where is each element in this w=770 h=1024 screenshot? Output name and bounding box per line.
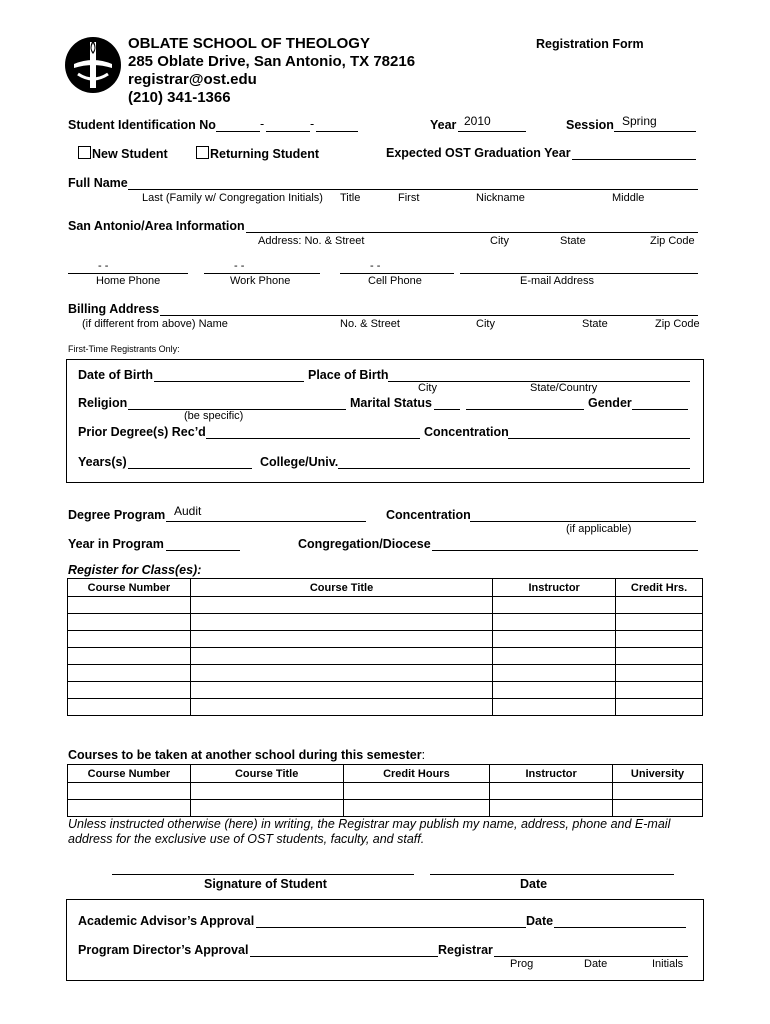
student-id-field-1[interactable] bbox=[216, 131, 260, 132]
first-time-note: First-Time Registrants Only: bbox=[68, 344, 180, 354]
pob-label: Place of Birth bbox=[308, 368, 389, 382]
table-row[interactable] bbox=[68, 631, 703, 648]
signature-label: Signature of Student bbox=[204, 877, 327, 891]
cell-phone-field[interactable] bbox=[340, 273, 454, 274]
dob-field[interactable] bbox=[154, 381, 304, 382]
school-name: OBLATE SCHOOL OF THEOLOGY bbox=[128, 35, 370, 52]
area-sub-zip: Zip Code bbox=[650, 235, 695, 247]
signature-date-label: Date bbox=[520, 877, 548, 891]
graduation-year-field[interactable] bbox=[572, 159, 696, 160]
marital-label: Marital Status bbox=[350, 396, 432, 410]
session-label: Session bbox=[566, 118, 614, 132]
prior-degree-label: Prior Degree(s) Rec’d bbox=[78, 425, 206, 439]
oblate-cross-logo-icon bbox=[64, 34, 122, 96]
director-approval-field[interactable] bbox=[250, 956, 438, 957]
col-course-number: Course Number bbox=[68, 579, 191, 597]
pob-sub-city: City bbox=[418, 382, 437, 394]
session-value: Spring bbox=[622, 114, 657, 128]
ft-concentration-label: Concentration bbox=[424, 425, 509, 439]
billing-sub-name: (if different from above) Name bbox=[82, 318, 228, 330]
pob-sub-state: State/Country bbox=[530, 382, 598, 394]
gender-field[interactable] bbox=[632, 409, 688, 410]
work-phone-field[interactable] bbox=[204, 273, 320, 274]
table-row[interactable] bbox=[68, 597, 703, 614]
register-header-row bbox=[68, 579, 703, 597]
billing-label: Billing Address bbox=[68, 302, 160, 316]
other-header-row bbox=[68, 765, 703, 783]
returning-student-option[interactable]: Returning Student bbox=[196, 146, 319, 161]
table-row[interactable] bbox=[68, 614, 703, 631]
full-name-sub-title: Title bbox=[340, 192, 361, 204]
new-student-checkbox[interactable] bbox=[78, 146, 91, 159]
area-info-label: San Antonio/Area Information bbox=[68, 219, 245, 233]
student-signature-field[interactable] bbox=[112, 874, 414, 875]
table-row[interactable] bbox=[68, 665, 703, 682]
dob-label: Date of Birth bbox=[78, 368, 153, 382]
degree-program-label: Degree Program bbox=[68, 508, 166, 522]
prior-degree-field[interactable] bbox=[206, 438, 420, 439]
year-in-program-field[interactable] bbox=[166, 550, 240, 551]
new-student-option[interactable]: New Student bbox=[78, 146, 168, 161]
concentration-field[interactable] bbox=[470, 521, 696, 522]
signature-date-field[interactable] bbox=[430, 874, 674, 875]
advisor-approval-field[interactable] bbox=[256, 927, 526, 928]
full-name-sub-nickname: Nickname bbox=[476, 192, 525, 204]
registrar-label: Registrar bbox=[438, 943, 493, 957]
year-label: Year bbox=[430, 118, 457, 132]
advisor-approval-label: Academic Advisor’s Approval bbox=[78, 914, 255, 928]
full-name-label: Full Name bbox=[68, 176, 128, 190]
advisor-date-field[interactable] bbox=[554, 927, 686, 928]
other-school-table bbox=[67, 764, 703, 817]
ft-concentration-field[interactable] bbox=[508, 438, 690, 439]
email-field[interactable] bbox=[460, 273, 698, 274]
other-school-heading: Courses to be taken at another school during this semester: bbox=[68, 748, 426, 762]
registrar-sub-prog: Prog bbox=[510, 958, 534, 970]
col-course-title: Course Title bbox=[190, 579, 492, 597]
congregation-label: Congregation/Diocese bbox=[298, 537, 431, 551]
notice-line-2: address for the exclusive use of OST students, faculty, and staff. bbox=[68, 832, 425, 846]
student-id-field-3[interactable] bbox=[316, 131, 358, 132]
school-logo bbox=[64, 34, 122, 96]
congregation-field[interactable] bbox=[432, 550, 698, 551]
years-field[interactable] bbox=[128, 468, 252, 469]
area-sub-address: Address: No. & Street bbox=[258, 235, 365, 247]
table-row[interactable] bbox=[68, 800, 703, 817]
concentration-sub: (if applicable) bbox=[566, 523, 632, 535]
billing-sub-zip: Zip Code bbox=[655, 318, 700, 330]
years-label: Years(s) bbox=[78, 455, 127, 469]
area-info-field[interactable] bbox=[246, 232, 698, 233]
form-title: Registration Form bbox=[536, 37, 644, 51]
degree-program-value: Audit bbox=[174, 504, 202, 518]
col-instructor: Instructor bbox=[490, 765, 613, 783]
marital-field-2[interactable] bbox=[466, 409, 584, 410]
home-phone-label: Home Phone bbox=[96, 275, 161, 287]
col-university: University bbox=[613, 765, 703, 783]
school-address: 285 Oblate Drive, San Antonio, TX 78216 bbox=[128, 53, 416, 70]
table-row[interactable] bbox=[68, 699, 703, 716]
email-label: E-mail Address bbox=[520, 275, 594, 287]
register-table bbox=[67, 578, 703, 716]
full-name-sub-first: First bbox=[398, 192, 420, 204]
full-name-sub-last: Last (Family w/ Congregation Initials) bbox=[142, 192, 323, 204]
col-instructor: Instructor bbox=[493, 579, 616, 597]
full-name-field[interactable] bbox=[128, 189, 698, 190]
concentration-label: Concentration bbox=[386, 508, 471, 522]
billing-sub-state: State bbox=[582, 318, 608, 330]
registrar-field[interactable] bbox=[494, 956, 688, 957]
table-row[interactable] bbox=[68, 783, 703, 800]
year-field[interactable] bbox=[458, 131, 526, 132]
work-phone-label: Work Phone bbox=[230, 275, 291, 287]
degree-program-field[interactable] bbox=[166, 521, 366, 522]
col-credit-hrs: Credit Hrs. bbox=[616, 579, 703, 597]
college-field[interactable] bbox=[338, 468, 690, 469]
school-phone: (210) 341-1366 bbox=[128, 89, 231, 106]
gender-label: Gender bbox=[588, 396, 632, 410]
marital-field[interactable] bbox=[434, 409, 460, 410]
college-label: College/Univ. bbox=[260, 455, 339, 469]
col-course-title: Course Title bbox=[190, 765, 343, 783]
director-approval-label: Program Director’s Approval bbox=[78, 943, 249, 957]
year-in-program-label: Year in Program bbox=[68, 537, 164, 551]
col-credit-hours: Credit Hours bbox=[343, 765, 490, 783]
area-sub-city: City bbox=[490, 235, 509, 247]
returning-student-checkbox[interactable] bbox=[196, 146, 209, 159]
billing-field-rest[interactable] bbox=[216, 315, 698, 316]
registrar-sub-date: Date bbox=[584, 958, 608, 970]
school-email: registrar@ost.edu bbox=[128, 71, 257, 88]
registrar-sub-initials: Initials bbox=[652, 958, 684, 970]
year-value: 2010 bbox=[464, 114, 491, 128]
graduation-year-label: Expected OST Graduation Year bbox=[386, 146, 571, 160]
full-name-sub-middle: Middle bbox=[612, 192, 645, 204]
billing-sub-street: No. & Street bbox=[340, 318, 400, 330]
col-course-number: Course Number bbox=[68, 765, 191, 783]
table-row[interactable] bbox=[68, 648, 703, 665]
billing-sub-city: City bbox=[476, 318, 495, 330]
register-heading: Register for Class(es): bbox=[68, 563, 202, 577]
religion-sub: (be specific) bbox=[184, 410, 244, 422]
area-sub-state: State bbox=[560, 235, 586, 247]
student-id-label: Student Identification No bbox=[68, 118, 216, 132]
religion-label: Religion bbox=[78, 396, 128, 410]
student-id-field-2[interactable] bbox=[266, 131, 310, 132]
session-field[interactable] bbox=[614, 131, 696, 132]
approval-box bbox=[66, 899, 704, 981]
notice-line-1: Unless instructed otherwise (here) in writing, the Registrar may publish my name, address, phone and E-mail bbox=[68, 817, 671, 831]
advisor-date-label: Date bbox=[526, 914, 554, 928]
table-row[interactable] bbox=[68, 682, 703, 699]
cell-phone-label: Cell Phone bbox=[368, 275, 422, 287]
home-phone-field[interactable] bbox=[68, 273, 188, 274]
billing-field[interactable] bbox=[160, 315, 216, 316]
